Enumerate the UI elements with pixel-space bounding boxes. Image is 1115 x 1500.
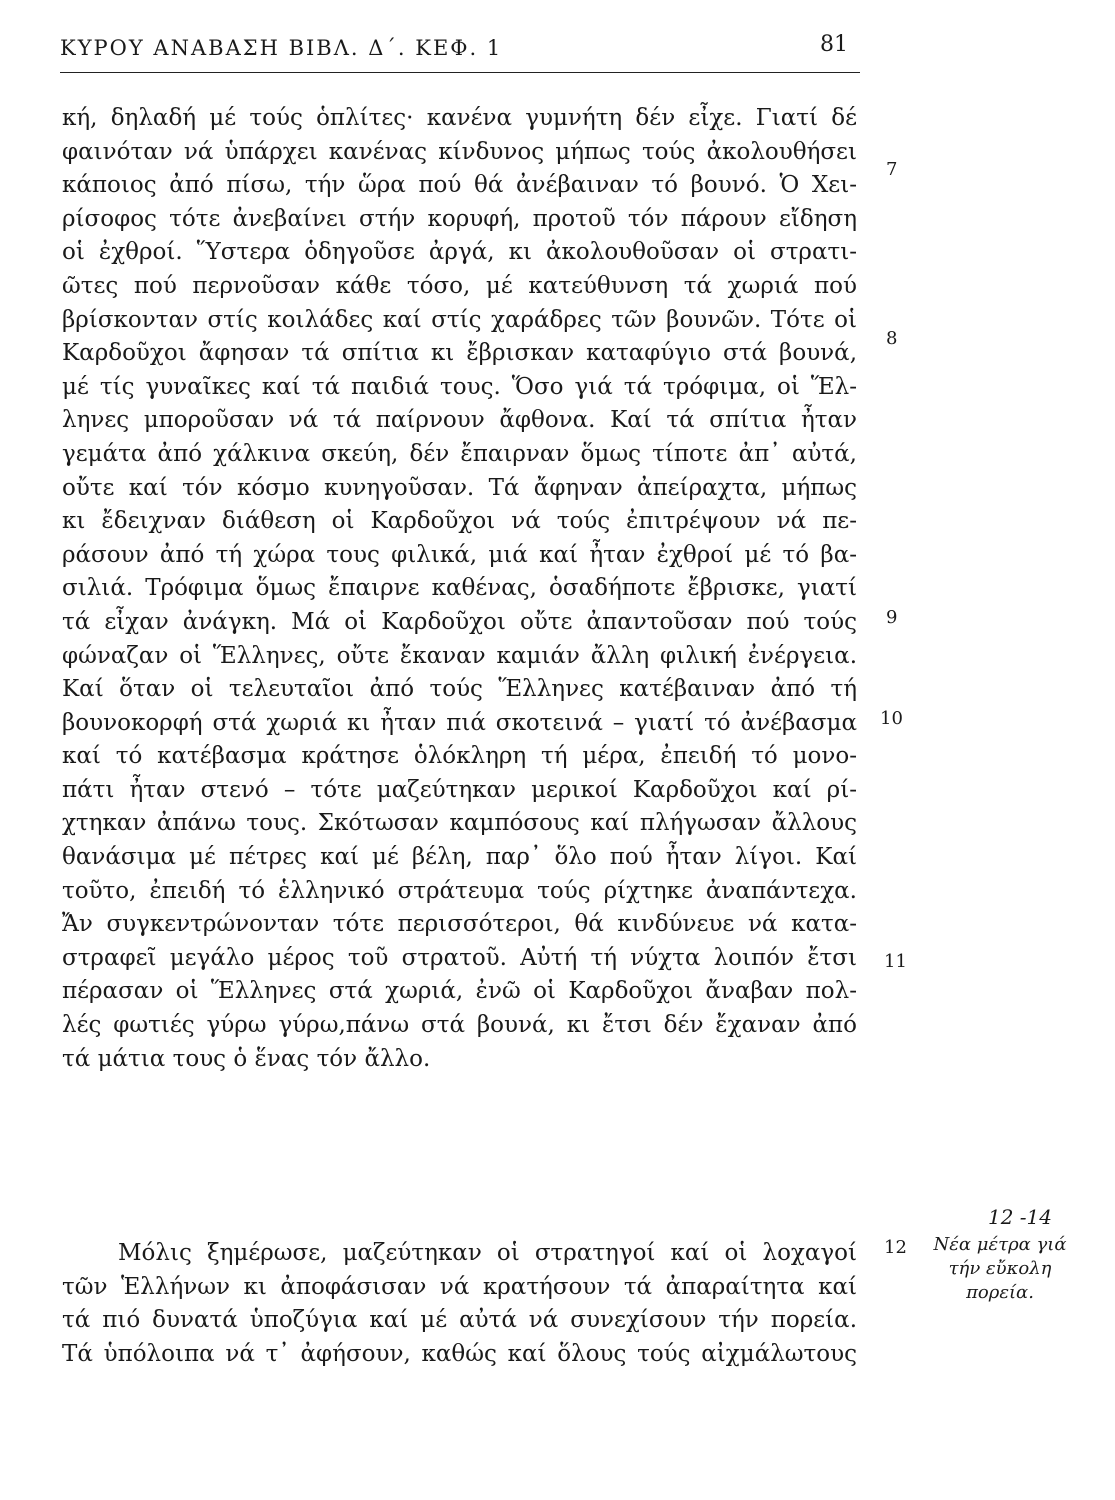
text-line: τοῦτο, ἐπειδή τό ἑλληνικό στράτευμα τούς ρίχτηκε ἀναπάντεχα.: [62, 877, 857, 904]
text-line: τῶν Ἑλλήνων κι ἀποφάσισαν νά κρατήσουν τά ἀπαραίτητα καί: [62, 1273, 857, 1300]
text-line: ῶτες πού περνοῦσαν κάθε τόσο, μέ κατεύθυνση τά χωριά πού: [62, 272, 857, 299]
text-line: Ἄν συγκεντρώνονταν τότε περισσότεροι, θά κινδύνευε νά κατα-: [62, 911, 857, 938]
sidenote-line: Νέα μέτρα γιά: [933, 1234, 1067, 1255]
text-line: Καί ὅταν οἱ τελευταῖοι ἀπό τούς Ἕλληνες κατέβαιναν ἀπό τή: [62, 676, 857, 703]
section-text: [62, 1237, 857, 1371]
text-line: ράσουν ἀπό τή χώρα τους φιλικά, μιά καί ἦταν ἐχθροί μέ τό βα-: [62, 541, 857, 568]
text-line: θανάσιμα μέ πέτρες καί μέ βέλη, παρ᾽ ὅλο πού ἦταν λίγοι. Καί: [62, 844, 857, 871]
text-line: Καρδοῦχοι ἄφησαν τά σπίτια κι ἔβρισκαν καταφύγιο στά βουνά,: [62, 340, 857, 367]
paragraph-number: 8: [886, 328, 898, 349]
body-text: [62, 102, 857, 1076]
text-line: τά εἶχαν ἀνάγκη. Μά οἱ Καρδοῦχοι οὔτε ἀπαντοῦσαν πού τούς: [62, 608, 857, 635]
text-line: τά πιό δυνατά ὑποζύγια καί μέ αὐτά νά συνεχίσουν τήν πορεία.: [62, 1307, 857, 1334]
text-line: τά μάτια τους ὁ ἕνας τόν ἄλλο.: [62, 1045, 431, 1072]
text-line: οἱ ἐχθροί. Ὕστερα ὁδηγοῦσε ἀργά, κι ἀκολουθοῦσαν οἱ στρατι-: [62, 239, 857, 266]
text-line: λές φωτιές γύρω γύρω,πάνω στά βουνά, κι ἔτσι δέν ἔχαναν ἀπό: [62, 1012, 857, 1039]
text-line: κή, δηλαδή μέ τούς ὁπλίτες· κανένα γυμνήτη δέν εἶχε. Γιατί δέ: [62, 105, 857, 131]
paragraph-number: 11: [884, 951, 907, 972]
text-line: ρίσοφος τότε ἀνεβαίνει στήν κορυφή, προτοῦ τόν πάρουν εἴδηση: [62, 205, 857, 232]
running-head: ΚΥΡΟΥ ΑΝΑΒΑΣΗ ΒΙΒΛ. Δ΄. ΚΕΦ. 1: [60, 36, 503, 60]
paragraph-number: 9: [886, 607, 898, 628]
text-line: βρίσκονταν στίς κοιλάδες καί στίς χαράδρες τῶν βουνῶν. Τότε οἱ: [62, 306, 857, 333]
text-line: οὔτε καί τόν κόσμο κυνηγοῦσαν. Τά ἄφηναν ἀπείραχτα, μήπως: [62, 474, 857, 501]
text-line: στραφεῖ μεγάλο μέρος τοῦ στρατοῦ. Αὐτή τή νύχτα λοιπόν ἔτσι: [62, 944, 857, 971]
sidenote-line: τήν εὔκολη: [948, 1258, 1052, 1279]
text-line: φαινόταν νά ὑπάρχει κανένας κίνδυνος μήπως τούς ἀκολουθήσει: [62, 138, 857, 165]
header-rule: [60, 72, 860, 73]
text-line: κάποιος ἀπό πίσω, τήν ὥρα πού θά ἀνέβαιναν τό βουνό. Ὁ Χει-: [62, 172, 857, 199]
text-line: Μόλις ξημέρωσε, μαζεύτηκαν οἱ στρατηγοί καί οἱ λοχαγοί: [118, 1240, 857, 1266]
page-number: 81: [820, 32, 848, 57]
paragraph-number: 7: [886, 159, 898, 180]
text-line: μέ τίς γυναῖκες καί τά παιδιά τους. Ὅσο γιά τά τρόφιμα, οἱ Ἕλ-: [62, 373, 857, 400]
text-line: καί τό κατέβασμα κράτησε ὁλόκληρη τή μέρα, ἐπειδή τό μονο-: [62, 743, 857, 770]
sidenote-line: πορεία.: [966, 1282, 1034, 1303]
paragraph-number: 12: [884, 1237, 907, 1258]
text-line: πέρασαν οἱ Ἕλληνες στά χωριά, ἐνῶ οἱ Καρδοῦχοι ἄναβαν πολ-: [62, 978, 857, 1005]
text-line: πάτι ἦταν στενό – τότε μαζεύτηκαν μερικοί Καρδοῦχοι καί ρί-: [62, 776, 857, 803]
paragraph-number: 10: [880, 708, 903, 729]
text-line: Τά ὑπόλοιπα νά τ᾽ ἀφήσουν, καθώς καί ὅλους τούς αἰχμάλωτους: [62, 1340, 857, 1367]
text-line: σιλιά. Τρόφιμα ὅμως ἔπαιρνε καθένας, ὁσαδήποτε ἔβρισκε, γιατί: [62, 575, 857, 602]
text-line: χτηκαν ἀπάνω τους. Σκότωσαν καμπόσους καί πλήγωσαν ἄλλους: [62, 810, 857, 837]
text-line: φώναζαν οἱ Ἕλληνες, οὔτε ἔκαναν καμιάν ἄλλη φιλική ἐνέργεια.: [62, 642, 857, 669]
page-header: [60, 28, 860, 74]
text-line: κι ἔδειχναν διάθεση οἱ Καρδοῦχοι νά τούς ἐπιτρέψουν νά πε-: [62, 508, 857, 535]
text-line: ληνες μποροῦσαν νά τά παίρνουν ἄφθονα. Καί τά σπίτια ἦταν: [62, 407, 857, 434]
sidenote: [915, 1205, 1085, 1305]
text-line: βουνοκορφή στά χωριά κι ἦταν πιά σκοτεινά – γιατί τό ἀνέβασμα: [62, 709, 857, 736]
text-line: γεμάτα ἀπό χάλκινα σκεύη, δέν ἔπαιρναν ὅμως τίποτε ἀπ᾽ αὐτά,: [62, 440, 857, 467]
sidenote-range: 12 -14: [987, 1205, 1052, 1229]
